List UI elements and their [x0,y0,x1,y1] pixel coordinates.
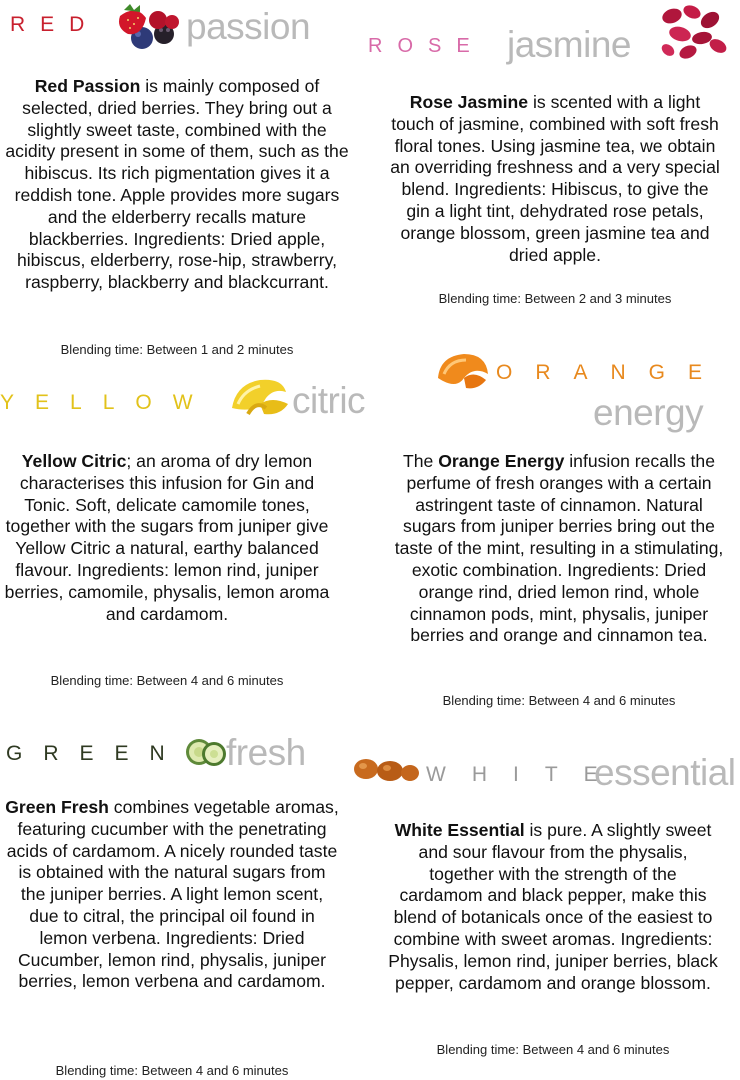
description-text: is pure. A slightly sweet and sour flavour from the physalis, together with the strength of the cardamom and black pepper, make this blend of botanicals once of the easiest to combine with sweet aromas. Ingredients: Physalis, lemon rind, juniper berries, black pepper, cardamom and orange blossom. [388,820,718,993]
color-word-yellow: YELLOW [0,391,214,414]
orange-peel-icon [434,348,492,394]
rose-petals-icon [658,2,730,64]
description-orange [394,451,724,647]
physalis-icon [352,753,420,787]
blend-name: Red Passion [34,76,141,96]
cucumber-icon [184,735,228,769]
blending-time: Blending time: Between 4 and 6 minutes [436,1042,670,1057]
blend-name: Green Fresh [5,797,109,817]
descriptor-energy: energy [593,392,704,433]
blending-time: Blending time: Between 1 and 2 minutes [60,342,294,357]
descriptor-essential: essential [594,752,736,793]
color-word-green: GREEN [6,742,186,765]
descriptor-jasmine: jasmine [507,24,631,65]
berries-icon [112,2,182,54]
color-word-rose: ROSE [368,35,485,57]
blend-name: Yellow Citric [21,451,127,471]
blending-time: Blending time: Between 4 and 6 minutes [55,1063,289,1078]
descriptor-passion: passion [186,6,311,47]
blending-time: Blending time: Between 4 and 6 minutes [442,693,676,708]
description-rose [390,92,720,266]
description-prefix: The [403,451,439,471]
descriptor-fresh: fresh [226,732,306,773]
blend-name: Orange Energy [438,451,565,471]
blending-time: Blending time: Between 2 and 3 minutes [438,291,672,306]
blending-time: Blending time: Between 4 and 6 minutes [50,673,284,688]
color-word-orange: ORANGE [496,361,726,384]
description-red [4,76,350,294]
description-text: is scented with a light touch of jasmine, combined with soft fresh floral tones. Using jasmine tea, we obtain an overriding freshness and a very special blend. Ingredients: Hibiscus, to give the gin a light tint, dehydrated rose petals, orange blossom, green jasmine tea and dried apple. [390,92,720,265]
description-text: infusion recalls the perfume of fresh oranges with a certain astringent taste of cinnamon. Natural sugars from juniper berries bring out the taste of the mint, resulting in a stimulating, exotic combination. Ingredients: Dried orange rind, dried lemon rind, whole cinnamon pods, mint, physalis, juniper berries and orange and cinnamon tea. [394,451,724,646]
color-word-white: WHITE [426,763,624,786]
blend-name: Rose Jasmine [409,92,529,112]
description-text: combines vegetable aromas, featuring cucumber with the penetrating acids of cardamom. A nicely rounded taste is obtained with the natural sugars from the juniper berries. A light lemon scent, due to citral, the principal oil found in lemon verbena. Ingredients: Dried Cucumber, lemon rind, physalis, juniper berries, lemon verbena and cardamom. [6,797,339,992]
color-word-red: RED [10,13,100,36]
blend-name: White Essential [394,820,525,840]
description-white [386,820,720,994]
description-yellow [4,451,330,625]
description-text: ; an aroma of dry lemon characterises this infusion for Gin and Tonic. Soft, delicate camomile tones, together with the sugars from juniper give Yellow Citric a natural, earthy balanced flavour. Ingredients: lemon rind, juniper berries, camomile, physalis, lemon aroma and cardamom. [4,451,330,624]
descriptor-citric: citric [292,380,366,421]
description-text: is mainly composed of selected, dried berries. They bring out a slightly sweet taste, combined with the acidity present in some of them, such as the hibiscus. Its rich pigmentation gives it a reddish tone. Apple provides more sugars and the elderberry recalls mature blackberries. Ingredients: Dried apple, hibiscus, elderberry, rose-hip, strawberry, raspberry, blackberry and blackcurrant. [5,76,349,293]
description-green [4,797,340,993]
lemon-peel-icon [226,374,292,420]
